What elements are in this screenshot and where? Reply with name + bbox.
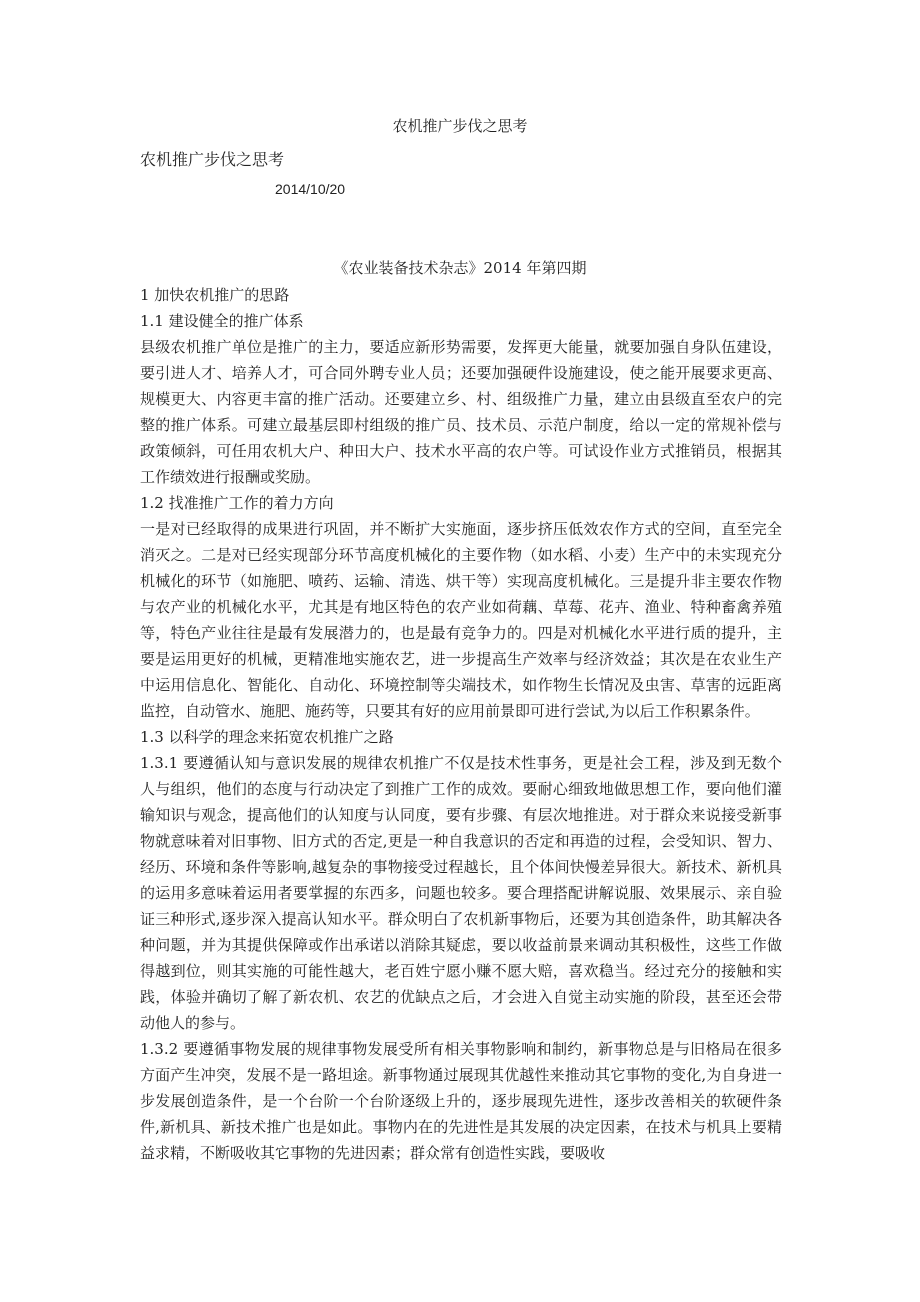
document-title: 农机推广步伐之思考 (392, 117, 528, 135)
paragraph-1-1: 县级农机推广单位是推广的主力，要适应新形势需要，发挥更大能量，就要加强自身队伍建设，要引进人才、培养人才，可合同外聘专业人员；还要加强硬件设施建设，使之能开展要求更高、规模更大、内容更丰富的推广活动。还要建立乡、村、组级推广力量，建立由县级直至农户的完整的推广体系。可建立最基层即村组级的推广员、技术员、示范户制度，给以一定的常规补偿与政策倾斜，可任用农机大户、种田大户、技术水平高的农户等。可试设作业方式推销员，根据其工作绩效进行报酬或奖励。 (140, 338, 782, 486)
section-heading-1-1: 1.1 建设健全的推广体系 (140, 312, 304, 330)
section-heading-1-3: 1.3 以科学的理念来拓宽农机推广之路 (140, 728, 394, 746)
paragraph-1-3-2: 1.3.2 要遵循事物发展的规律事物发展受所有相关事物影响和制约，新事物总是与旧格局在很多方面产生冲突，发展不是一路坦途。新事物通过展现其优越性来推动其它事物的变化,为自身进一步发展创造条件，是一个台阶一个台阶逐级上升的，逐步展现先进性，逐步改善相关的软硬件条件,新机具、新技术推广也是如此。事物内在的先进性是其发展的决定因素，在技术与机具上要精益求精，不断吸收其它事物的先进因素；群众常有创造性实践，要吸收 (140, 1040, 782, 1162)
document-source: 《农业装备技术杂志》2014 年第四期 (333, 259, 587, 277)
document-date: 2014/10/20 (275, 181, 346, 197)
document-body (140, 282, 782, 1166)
paragraph-1-2: 一是对已经取得的成果进行巩固，并不断扩大实施面，逐步挤压低效农作方式的空间，直至完全消灭之。二是对已经实现部分环节高度机械化的主要作物（如水稻、小麦）生产中的未实现充分机械化的环节（如施肥、喷药、运输、清选、烘干等）实现高度机械化。三是提升非主要农作物与农产业的机械化水平，尤其是有地区特色的农产业如荷藕、草莓、花卉、渔业、特种畜禽养殖等，特色产业往往是最有发展潜力的，也是最有竞争力的。四是对机械化水平进行质的提升，主要是运用更好的机械，更精准地实施农艺，进一步提高生产效率与经济效益；其次是在农业生产中运用信息化、智能化、自动化、环境控制等尖端技术，如作物生长情况及虫害、草害的远距离监控，自动管水、施肥、施药等，只要其有好的应用前景即可进行尝试,为以后工作积累条件。 (140, 520, 782, 720)
section-heading-1-2: 1.2 找准推广工作的着力方向 (140, 494, 334, 512)
section-heading-1: 1 加快农机推广的思路 (140, 286, 290, 304)
document-subtitle: 农机推广步伐之思考 (140, 150, 285, 169)
paragraph-1-3-1: 1.3.1 要遵循认知与意识发展的规律农机推广不仅是技术性事务，更是社会工程，涉及到无数个人与组织，他们的态度与行动决定了到推广工作的成效。要耐心细致地做思想工作，要向他们灌输知识与观念，提高他们的认知度与认同度，要有步骤、有层次地推进。对于群众来说接受新事物就意味着对旧事物、旧方式的否定,更是一种自我意识的否定和再造的过程，会受知识、智力、经历、环境和条件等影响,越复杂的事物接受过程越长，且个体间快慢差异很大。新技术、新机具的运用多意味着运用者要掌握的东西多，问题也较多。要合理搭配讲解说服、效果展示、亲自验证三种形式,逐步深入提高认知水平。群众明白了农机新事物后，还要为其创造条件，助其解决各种问题，并为其提供保障或作出承诺以消除其疑虑，要以收益前景来调动其积极性，这些工作做得越到位，则其实施的可能性越大，老百姓宁愿小赚不愿大赔，喜欢稳当。经过充分的接触和实践，体验并确切了解了新农机、农艺的优缺点之后，才会进入自觉主动实施的阶段，甚至还会带动他人的参与。 (140, 754, 782, 1032)
